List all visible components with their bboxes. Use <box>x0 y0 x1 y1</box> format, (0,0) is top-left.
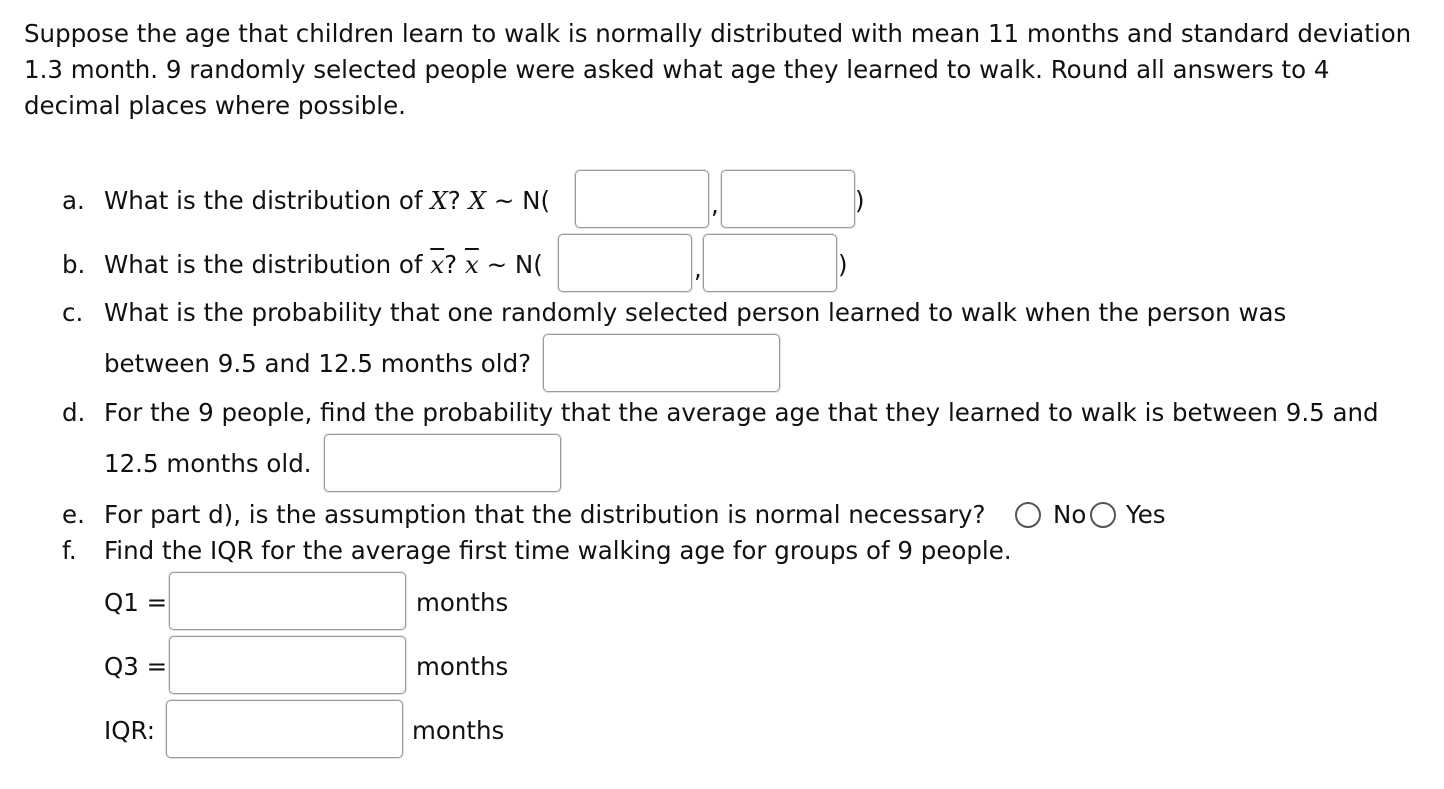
question-f-text: Find the IQR for the average first time walking age for groups of 9 people. <box>104 536 1012 565</box>
tilde-normal: ~ N( <box>478 250 543 279</box>
iqr-input[interactable] <box>166 700 403 758</box>
item-letter-c: c. <box>62 298 84 327</box>
var-x: X <box>430 186 448 215</box>
q1-label: Q1 = <box>104 588 168 617</box>
item-letter-f: f. <box>62 536 77 565</box>
radio-yes-label: Yes <box>1126 500 1166 529</box>
item-letter-a: a. <box>62 186 85 215</box>
question-mark: ? <box>444 250 465 279</box>
q3-unit: months <box>416 652 509 681</box>
question-mark: ? <box>447 186 469 215</box>
iqr-unit: months <box>412 716 505 745</box>
a-mean-input[interactable] <box>575 170 709 228</box>
question-b-text <box>104 250 543 280</box>
question-c-line2: between 9.5 and 12.5 months old? <box>104 349 532 378</box>
comma: , <box>694 254 702 283</box>
b-mean-input[interactable] <box>558 234 692 292</box>
radio-no[interactable] <box>1015 502 1041 528</box>
item-letter-b: b. <box>62 250 86 279</box>
question-a-text <box>104 186 550 216</box>
q1-unit: months <box>416 588 509 617</box>
question-e-text: For part d), is the assumption that the distribution is normal necessary? <box>104 500 986 529</box>
radio-yes[interactable] <box>1090 502 1116 528</box>
iqr-label: IQR: <box>104 716 156 745</box>
c-probability-input[interactable] <box>543 334 780 392</box>
var-xbar: $\overline{x}$ <box>430 250 445 279</box>
q1-input[interactable] <box>169 572 406 630</box>
question-c-line1: What is the probability that one randomly selected person learned to walk when the person was <box>104 298 1287 327</box>
close-paren: ) <box>855 186 865 215</box>
question-d-line2: 12.5 months old. <box>104 449 312 478</box>
item-letter-d: d. <box>62 398 86 427</box>
q3-label: Q3 = <box>104 652 168 681</box>
question-d-line1: For the 9 people, find the probability that the average age that they learned to walk is between 9.5 and <box>104 398 1379 427</box>
question-b-prefix: What is the distribution of <box>104 250 431 279</box>
tilde-normal: ~ N( <box>486 186 551 215</box>
problem-statement: Suppose the age that children learn to walk is normally distributed with mean 11 months and standard deviation 1.3 month. 9 randomly selected people were asked what age they learned to walk. Round all answers to 4 decimal places where possible. <box>24 19 1412 120</box>
item-letter-e: e. <box>62 500 85 529</box>
question-a-prefix: What is the distribution of <box>104 186 431 215</box>
q3-input[interactable] <box>169 636 406 694</box>
var-x-2: X <box>468 186 487 215</box>
d-probability-input[interactable] <box>324 434 561 492</box>
radio-no-label: No <box>1053 500 1087 529</box>
b-sd-input[interactable] <box>703 234 837 292</box>
var-xbar-2: $\overline{x}$ <box>464 250 479 279</box>
close-paren: ) <box>838 250 848 279</box>
a-sd-input[interactable] <box>721 170 855 228</box>
comma: , <box>711 190 719 219</box>
